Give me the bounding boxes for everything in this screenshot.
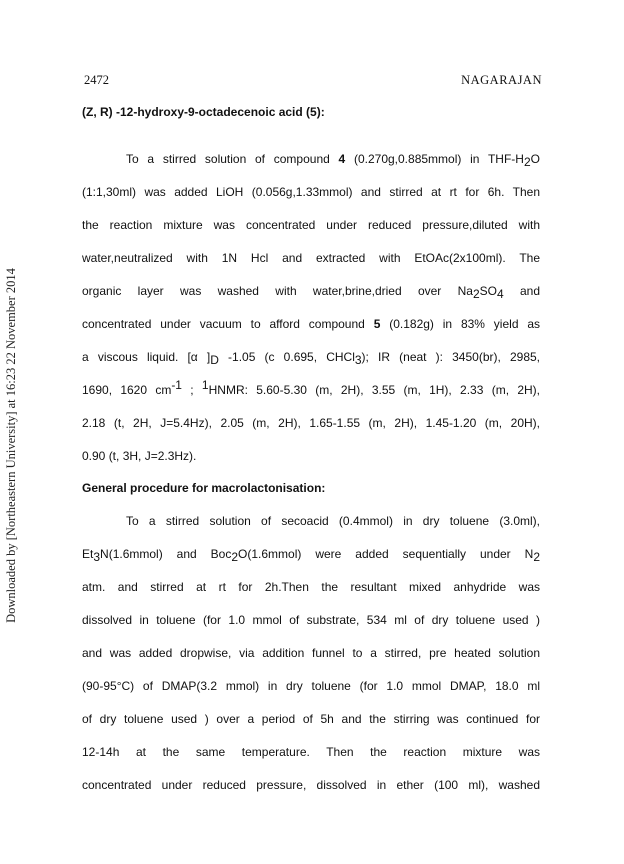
paragraph-line: To a stirred solution of compound 4 (0.270g,0.885mmol) in THF-$H_2O$ (126, 152, 540, 169)
paragraph-line: organic layer was washed with water,brine,dried over $Na_2SO_4$ and (82, 284, 540, 301)
page-number: 2472 (84, 73, 109, 87)
paragraph-line: of dry toluene used ) over a period of 5h and the stirring was continued for (82, 712, 540, 726)
paragraph-line: To a stirred solution of secoacid (0.4mmol) in dry toluene (3.0ml), (126, 514, 540, 528)
paragraph-line: concentrated under reduced pressure, dissolved in ether (100 ml), washed (82, 778, 540, 792)
paragraph-line: water,neutralized with 1N Hcl and extracted with EtOAc(2x100ml). The (82, 251, 540, 265)
paragraph-line: (1:1,30ml) was added LiOH (0.056g,1.33mmol) and stirred at rt for 6h. Then (82, 185, 540, 199)
paragraph-line: concentrated under vacuum to afford compound 5 (0.182g) in 83% yield as (82, 317, 541, 331)
section-heading-macrolactonisation: General procedure for macrolactonisation: (82, 481, 326, 495)
download-watermark-text: Downloaded by [Northeastern University] at 16:23 22 November 2014 (3, 267, 18, 623)
paragraph-line: and was added dropwise, via addition funnel to a stirred, pre heated solution (82, 646, 540, 660)
paragraph-line: dissolved in toluene (for 1.0 mmol of substrate, 534 ml of dry toluene used ) (82, 613, 540, 627)
paragraph-line: 0.90 (t, 3H, J=2.3Hz). (82, 449, 197, 463)
section-heading-compound-5: (Z, R) -12-hydroxy-9-octadecenoic acid (5): (82, 105, 325, 119)
paragraph-line: 1690, 1620 $cm^{-1}$ ; $^1$HNMR: 5.60-5.30 (m, 2H), 3.55 (m, 1H), 2.33 (m, 2H), (82, 378, 540, 397)
paragraph-line: the reaction mixture was concentrated under reduced pressure,diluted with (82, 218, 540, 232)
paragraph-line: $Et_3N(1.6mmol)$ and Boc$_2$O(1.6mmol) were added sequentially under $N_2$ (82, 547, 540, 564)
paragraph-line: 2.18 (t, 2H, J=5.4Hz), 2.05 (m, 2H), 1.65-1.55 (m, 2H), 1.45-1.20 (m, 20H), (82, 416, 540, 430)
paragraph-line: 12-14h at the same temperature. Then the reaction mixture was (82, 745, 540, 759)
paragraph-line: atm. and stirred at rt for 2h.Then the resultant mixed anhydride was (82, 580, 540, 594)
paragraph-line: a viscous liquid. [α ]$_D$ -1.05 (c 0.695, CHCl$_3$); IR (neat ): 3450(br), 2985, (82, 350, 540, 367)
paragraph-line: (90-95°C) of DMAP(3.2 mmol) in dry toluene (for 1.0 mmol DMAP, 18.0 ml (82, 679, 540, 693)
running-head-author: NAGARAJAN (461, 73, 542, 87)
download-watermark (4, 255, 18, 635)
